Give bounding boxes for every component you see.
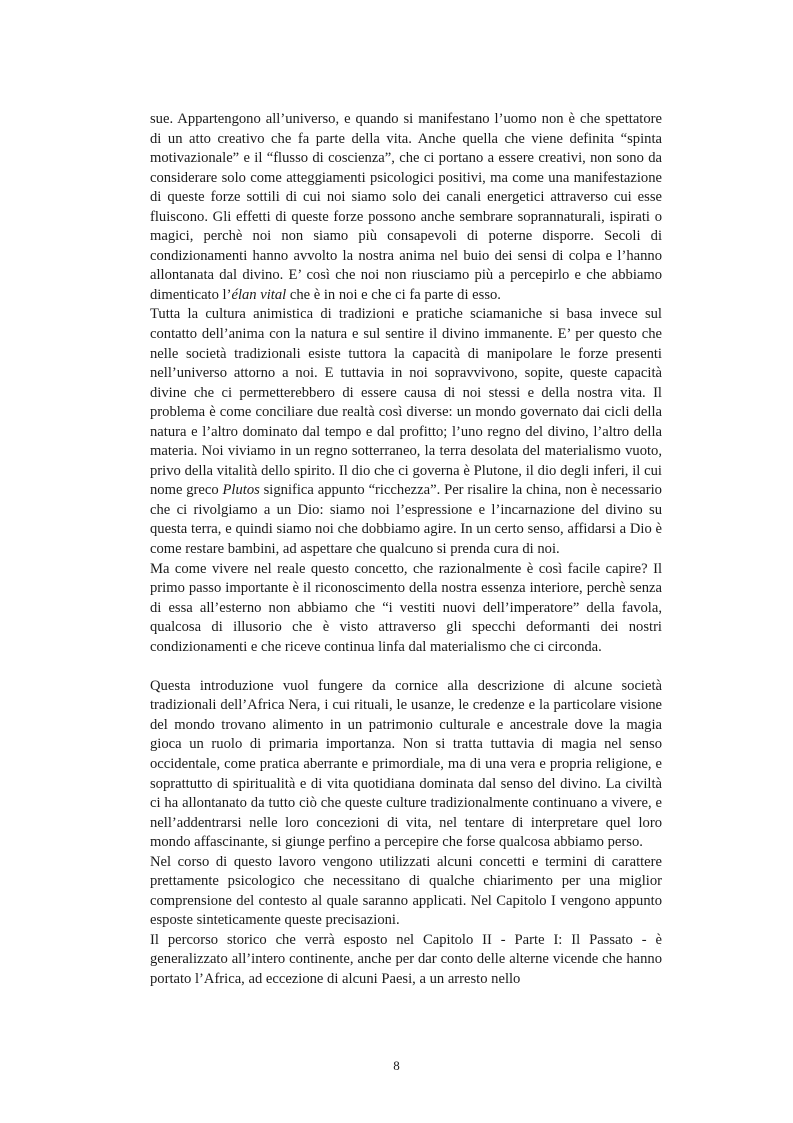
text-run: Tutta la cultura animistica di tradizioni e pratiche sciamaniche si basa invece sul contatto dell’anima con la natura e sul sentire il divino immanente. E’ per questo che nelle società tradizionali esiste tuttora la capacità di manipolare le forze presenti nell’universo attorno a noi. E tuttavia in noi sopravvivono, sopite, queste capacità divine che ci permetterebbero di essere causa di noi stessi e della nostra vita. Il problema è come conciliare due realtà così diverse: un mondo governato dai cicli della natura e l’altro dominato dal tempo e dal profitto; l’uno regno del divino, l’altro della materia. Noi viviamo in un regno sotterraneo, la terra desolata del materialismo vuoto, privo della vitalità dello spirito. Il dio che ci governa è Plutone, il dio degli inferi, il cui nome greco — [150, 306, 662, 499]
paragraph — [150, 677, 662, 853]
paragraph — [150, 305, 662, 559]
text-run: che è in noi e che ci fa parte di esso. — [286, 286, 501, 303]
italic-term: Plutos — [222, 482, 260, 499]
page-number: 8 — [393, 1058, 400, 1073]
text-run: significa appunto “ricchezza”. Per risalire la china, non è necessario che ci rivolgiamo a un Dio: siamo noi l’espressione e l’incarnazione del divino su questa terra, e quindi siamo noi che dobbiamo agire. In un certo senso, affidarsi a Dio è come restare bambini, ad aspettare che qualcuno si prenda cura di noi. — [150, 482, 662, 558]
text-run: Ma come vivere nel reale questo concetto, che razionalmente è così facile capire? Il primo passo importante è il riconoscimento della nostra essenza interiore, perchè senza di essa all’esterno non abbiamo che “i vestiti nuovi dell’imperatore” della favola, qualcosa di illusorio che è visto attraverso gli specchi deformanti dei nostri condizionamenti e che riceve continua linfa dal materialismo che ci circonda. — [150, 560, 662, 655]
body-text — [150, 110, 662, 990]
paragraph — [150, 853, 662, 931]
paragraph — [150, 560, 662, 658]
text-run: Il percorso storico che verrà esposto nel Capitolo II - Parte I: Il Passato - è generalizzato all’intero continente, anche per dar conto delle alterne vicende che hanno portato l’Africa, ad eccezione di alcuni Paesi, a un arresto nello — [150, 931, 662, 988]
paragraph — [150, 931, 662, 990]
text-run: Questa introduzione vuol fungere da cornice alla descrizione di alcune società tradizionali dell’Africa Nera, i cui rituali, le usanze, le credenze e la particolare visione del mondo trovano alimento in un patrimonio culturale e ancestrale dove la magia gioca un ruolo di primaria importanza. Non si tratta tuttavia di magia nel senso occidentale, come pratica aberrante e primordiale, ma di una vera e propria religione, e soprattutto di spiritualità e di vita quotidiana dominata dal senso del divino. La civiltà ci ha allontanato da tutto ciò che queste culture tradizionalmente continuano a vivere, e nell’addentrarsi nelle loro concezioni di vita, nel tentare di interpretare quel loro mondo affascinante, si giunge perfino a percepire che forse qualcosa abbiamo perso. — [150, 677, 662, 851]
text-run: sue. Appartengono all’universo, e quando si manifestano l’uomo non è che spettatore di un atto creativo che fa parte della vita. Anche quella che viene definita “spinta motivazionale” e il “flusso di coscienza”, che ci portano a essere creativi, non sono da considerare solo come atteggiamenti psicologici positivi, ma come una manifestazione di queste forze sottili di cui noi siamo solo dei canali energetici attraverso cui esse fluiscono. Gli effetti di queste forze possono anche sembrare soprannaturali, ispirati o magici, perchè noi non siamo più consapevoli di poterne disporre. Secoli di condizionamenti hanno avvolto la nostra anima nel buio dei sensi di colpa e l’hanno allontanata dal divino. E’ così che noi non riusciamo più a percepirlo e che abbiamo dimenticato l’ — [150, 111, 662, 303]
paragraph — [150, 110, 662, 305]
italic-term: élan vital — [231, 286, 287, 303]
text-run: Nel corso di questo lavoro vengono utilizzati alcuni concetti e termini di carattere prettamente psicologico che necessitano di qualche chiarimento per una miglior comprensione del contesto al quale saranno applicati. Nel Capitolo I vengono appunto esposte sinteticamente queste precisazioni. — [150, 853, 662, 929]
